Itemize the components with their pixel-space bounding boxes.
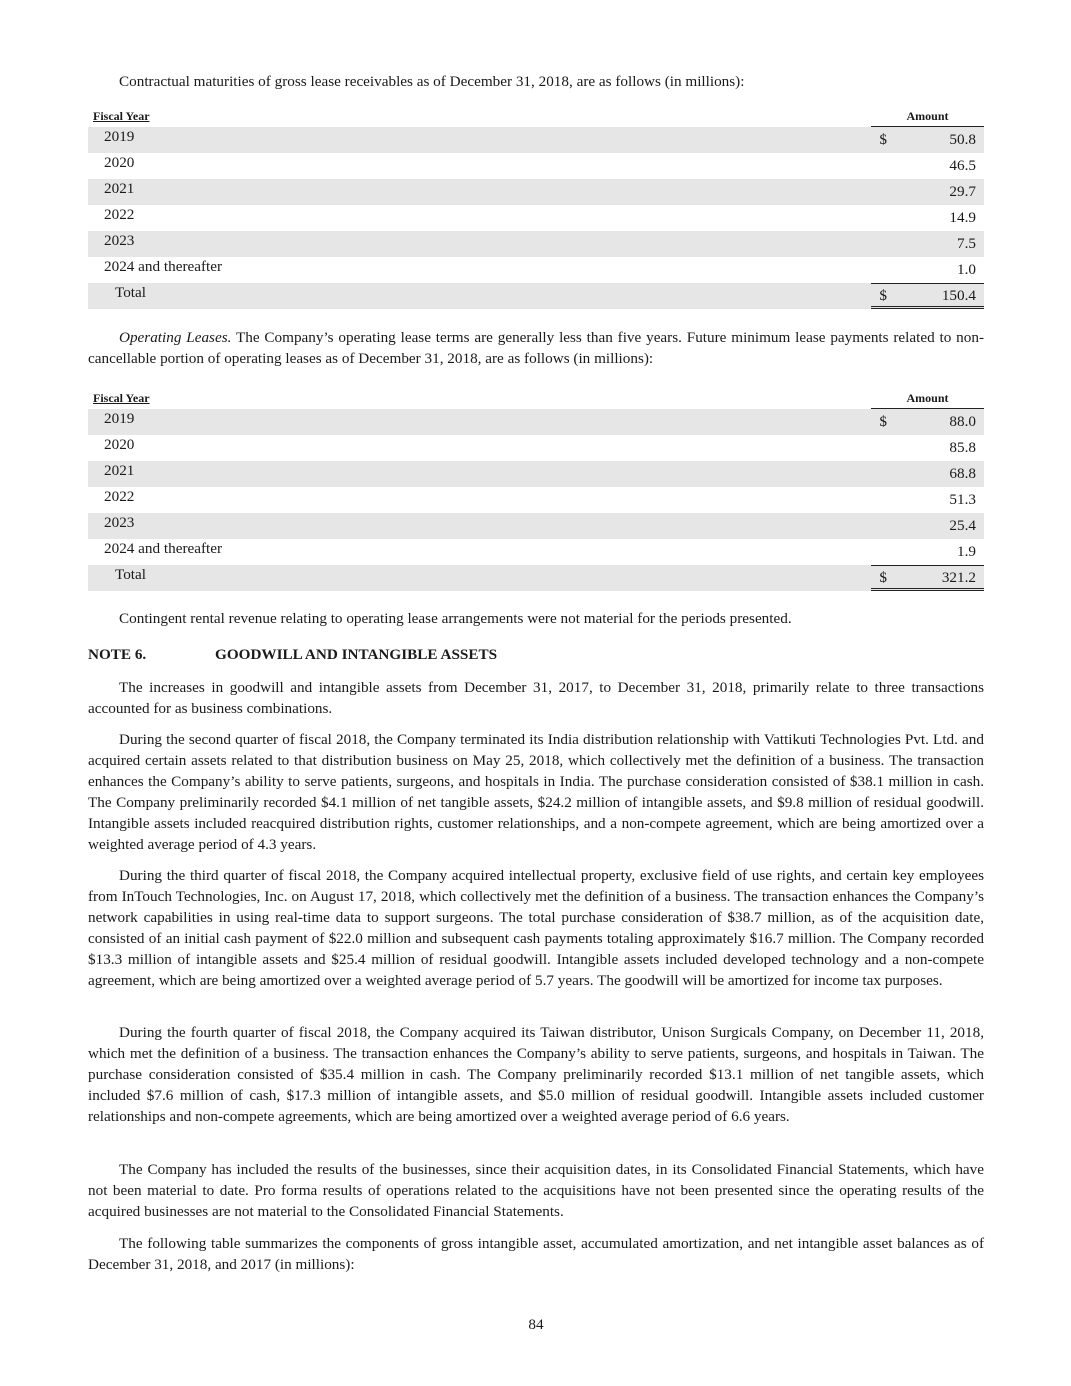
amount-value: 7.5 [957, 235, 976, 252]
table-header [88, 109, 984, 127]
amount-value: 1.0 [957, 261, 976, 278]
column-header-fiscal-year: Fiscal Year [93, 391, 150, 405]
table-total-row [88, 565, 984, 591]
intro-paragraph: Contractual maturities of gross lease receivables as of December 31, 2018, are as follows (in millions): [119, 73, 745, 90]
note-number: NOTE 6. [88, 646, 147, 663]
table-row [88, 205, 984, 231]
table-row [88, 231, 984, 257]
amount-value: 25.4 [949, 517, 976, 534]
fiscal-year-label: 2019 [104, 410, 135, 427]
operating-leases-text: The Company’s operating lease terms are generally less than five years. Future minimum lease payments related to non-cancellable portion of operating leases as of December 31, 2018, are as follows (in millions): [88, 329, 984, 367]
total-top-rule [871, 283, 984, 284]
total-top-rule [871, 565, 984, 566]
amount-value: 321.2 [941, 569, 976, 586]
table-row [88, 513, 984, 539]
table-row [88, 539, 984, 565]
amount-value: 51.3 [949, 491, 976, 508]
operating-leases-title: Operating Leases. [119, 329, 232, 346]
dollar-sign: $ [879, 287, 887, 304]
contingent-paragraph: Contingent rental revenue relating to operating lease arrangements were not material for the periods presented. [119, 610, 792, 627]
fiscal-year-label: 2022 [104, 206, 135, 223]
table-row [88, 257, 984, 283]
column-header-fiscal-year: Fiscal Year [93, 109, 150, 123]
column-header-amount: Amount [871, 391, 984, 409]
amount-value: 14.9 [949, 209, 976, 226]
fiscal-year-label: Total [115, 284, 146, 301]
page-number: 84 [528, 1316, 544, 1333]
operating-leases-paragraph [88, 327, 984, 369]
note-title: GOODWILL AND INTANGIBLE ASSETS [215, 646, 498, 663]
column-header-amount: Amount [871, 109, 984, 127]
amount-value: 29.7 [949, 183, 976, 200]
note-heading [88, 646, 497, 664]
amount-value: 1.9 [957, 543, 976, 560]
amount-value: 150.4 [941, 287, 976, 304]
table-row [88, 179, 984, 205]
paragraph-india-acquisition: During the second quarter of fiscal 2018, the Company terminated its India distribution relationship with Vattikuti Technologies Pvt. Ltd. and acquired certain assets related to that distribution business on May 25, 2018, which collectively met the definition of a business. The transaction enhances the Company’s ability to serve patients, surgeons, and hospitals in India. The purchase consideration consisted of $38.1 million in cash. The Company preliminarily recorded $4.1 million of net tangible assets, $24.2 million of intangible assets, and $9.8 million of residual goodwill. Intangible assets included reacquired distribution rights, customer relationships, and a non-compete agreement, which are being amortized over a weighted average period of 4.3 years. [88, 731, 984, 853]
lease-receivables-table [88, 109, 984, 309]
table-body [88, 127, 984, 309]
total-double-rule [871, 306, 984, 309]
paragraph-transactions: The increases in goodwill and intangible assets from December 31, 2017, to December 31, 2018, primarily relate to three transactions accounted for as business combinations. [88, 679, 984, 717]
amount-value: 50.8 [949, 131, 976, 148]
table-row [88, 487, 984, 513]
dollar-sign: $ [879, 131, 887, 148]
table-row [88, 435, 984, 461]
amount-value: 88.0 [949, 413, 976, 430]
fiscal-year-label: 2021 [104, 180, 135, 197]
amount-value: 85.8 [949, 439, 976, 456]
table-row [88, 153, 984, 179]
fiscal-year-label: 2020 [104, 436, 135, 453]
total-double-rule [871, 588, 984, 591]
paragraph-results: The Company has included the results of the businesses, since their acquisition dates, in its Consolidated Financial Statements, which have not been material to date. Pro forma results of operations related to the acquisitions have not been presented since the operating results of the acquired businesses are not material to the Consolidated Financial Statements. [88, 1161, 984, 1220]
fiscal-year-label: 2023 [104, 514, 135, 531]
fiscal-year-label: 2021 [104, 462, 135, 479]
table-total-row [88, 283, 984, 309]
table-body [88, 409, 984, 591]
dollar-sign: $ [879, 569, 887, 586]
fiscal-year-label: 2024 and thereafter [104, 258, 223, 275]
table-row [88, 127, 984, 153]
table-row [88, 461, 984, 487]
fiscal-year-label: 2022 [104, 488, 135, 505]
fiscal-year-label: 2023 [104, 232, 135, 249]
paragraph-intouch-acquisition: During the third quarter of fiscal 2018, the Company acquired intellectual property, exclusive field of use rights, and certain key employees from InTouch Technologies, Inc. on August 17, 2018, which collectively met the definition of a business. The transaction enhances the Company’s network capabilities in using real-time data to support surgeons. The total purchase consideration of $38.7 million, as of the acquisition date, consisted of an initial cash payment of $22.0 million and subsequent cash payments totaling approximately $16.7 million. The Company recorded $13.3 million of intangible assets and $25.4 million of residual goodwill. Intangible assets included developed technology and a non-compete agreement, which are being amortized over a weighted average period of 5.7 years. The goodwill will be amortized for income tax purposes. [88, 867, 984, 989]
amount-value: 68.8 [949, 465, 976, 482]
fiscal-year-label: 2019 [104, 128, 135, 145]
table-header [88, 391, 984, 409]
fiscal-year-label: 2020 [104, 154, 135, 171]
fiscal-year-label: Total [115, 566, 146, 583]
paragraph-intangible-summary: The following table summarizes the components of gross intangible asset, accumulated amortization, and net intangible asset balances as of December 31, 2018, and 2017 (in millions): [88, 1235, 984, 1273]
fiscal-year-label: 2024 and thereafter [104, 540, 223, 557]
dollar-sign: $ [879, 413, 887, 430]
table-row [88, 409, 984, 435]
amount-value: 46.5 [949, 157, 976, 174]
paragraph-taiwan-acquisition: During the fourth quarter of fiscal 2018, the Company acquired its Taiwan distributor, Unison Surgicals Company, on December 11, 2018, which met the definition of a business. The transaction enhances the Company’s ability to serve patients, surgeons, and hospitals in Taiwan. The purchase consideration consisted of $35.4 million in cash. The Company preliminarily recorded $13.1 million of net tangible assets, which included $7.6 million of cash, $17.3 million of intangible assets, and $5.0 million of residual goodwill. Intangible assets included customer relationships and non-compete agreements, which are being amortized over a weighted average period of 6.6 years. [88, 1024, 984, 1125]
operating-leases-table [88, 391, 984, 591]
